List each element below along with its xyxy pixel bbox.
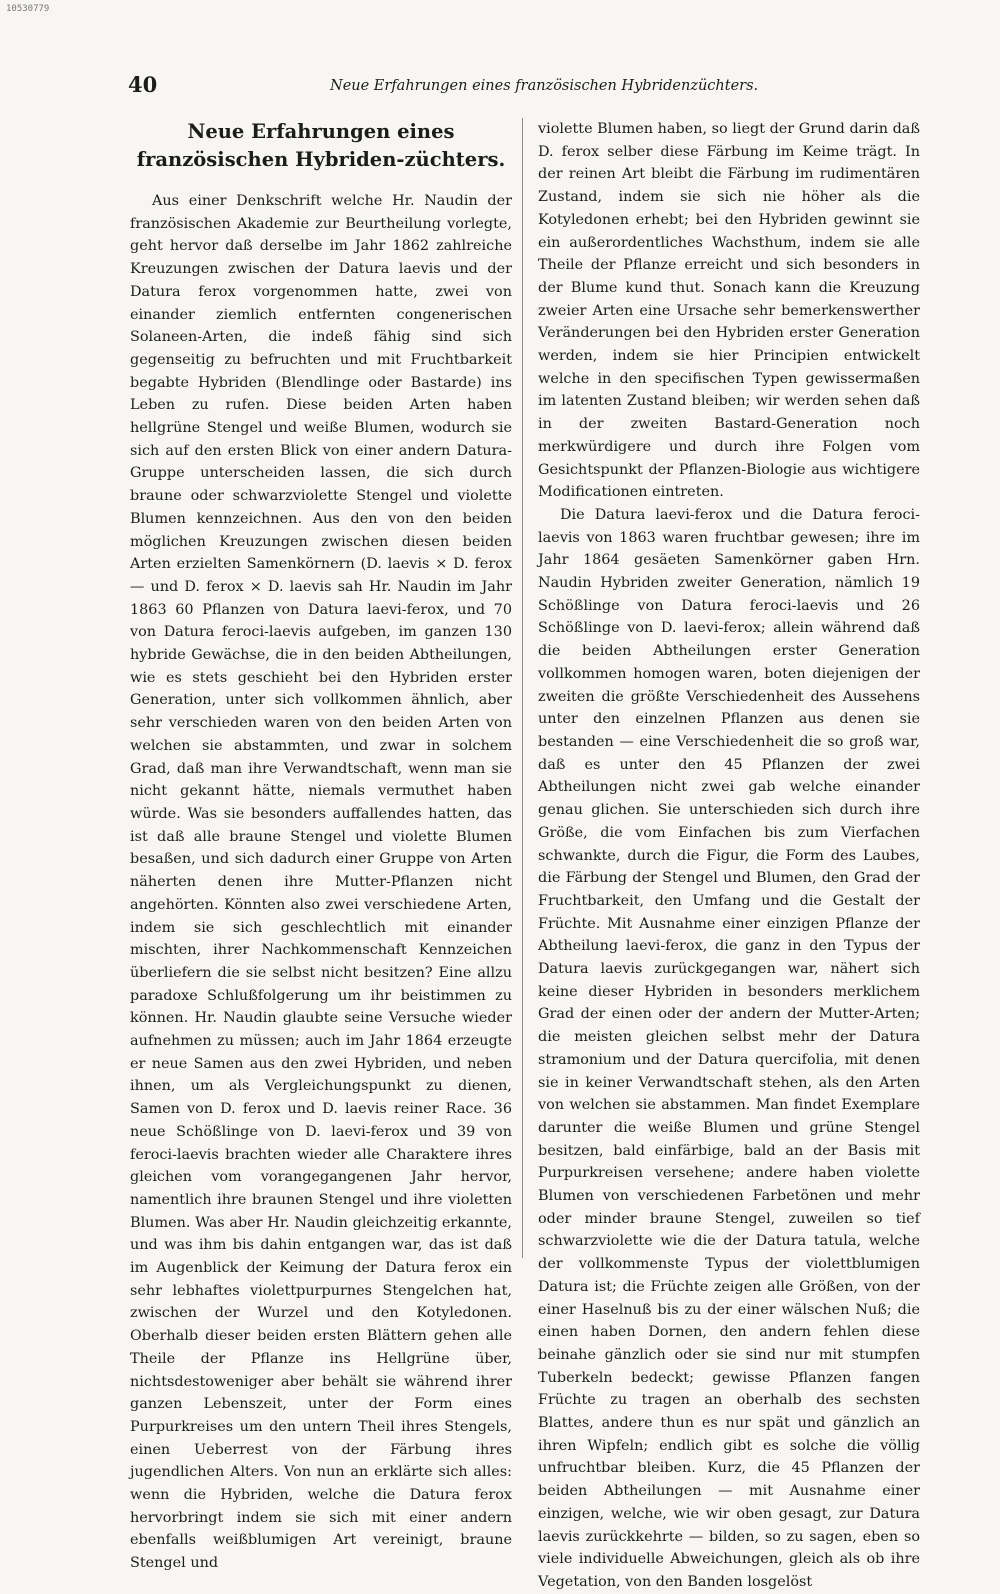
scan-id: 10530779 [6,4,50,14]
article-title: Neue Erfahrungen eines französischen Hybriden-züchters. [136,120,506,171]
right-paragraph: Die Datura laevi-ferox und die Datura feroci-laevis von 1863 waren fruchtbar gewesen; ihre im Jahr 1864 gesäeten Samenkörner gaben Hrn. Naudin Hybriden zweiter Generation, nämlich 19 Schößlinge von Datura feroci-laevis und 26 Schößlinge von D. laevi-ferox; allein während daß die beiden Abtheilungen erster Generation vollkommen homogen waren, boten diejenigen der zweiten die größte Verschiedenheit des Aussehens unter den einzelnen Pflanzen aus denen sie bestanden — eine Verschiedenheit die so groß war, daß es unter den 45 Pflanzen der zwei Abtheilungen nicht zwei gab welche einander genau glichen. Sie unterschieden sich durch ihre Größe, die vom Einfachen bis zum Vierfachen schwankte, durch die Figur, die Form des Laubes, die Färbung der Stengel und Blumen, den Grad der Fruchtbarkeit, den Umfang und die Gestalt der Früchte. Mit Ausnahme einer einzigen Pflanze der Abtheilung laevi-ferox, die ganz in den Typus der Datura laevis zurückgegangen war, nähert sich keine dieser Hybriden in besonders merklichem Grad der einen oder der andern der Mutter-Arten; die meisten gleichen selbst mehr der Datura stramonium und der Datura quercifolia, mit denen sie in keiner Verwandtschaft stehen, als den Arten von welchen sie abstammen. Man findet Exemplare darunter die weiße Blumen und grüne Stengel besitzen, bald einfärbige, bald an der Basis mit Purpurkreisen versehene; andere haben violette Blumen von verschiedenen Farbetönen und mehr oder minder braune Stengel, zuweilen so tief schwarzviolette wie die der Datura tatula, welche der vollkommenste Typus der violettblumigen Datura ist; die Früchte zeigen alle Größen, von der einer Haselnuß bis zu der einer wälschen Nuß; die einen haben Dornen, den andern fehlen diese beinahe gänzlich oder sie sind nur mit stumpfen Tuberkeln bedeckt; gewisse Pflanzen fangen Früchte zu tragen an oberhalb des sechsten Blattes, andere thun es nur spät und gänzlich an ihren Wipfeln; endlich gibt es solche die völlig unfruchtbar bleiben. Kurz, die 45 Pflanzen der beiden Abtheilungen — mit Ausnahme einer einzigen, welche, wie wir oben gesagt, zur Datura laevis zurückkehrte — bilden, so zu sagen, eben so viele individuelle Abweichungen, gleich als ob ihre Vegetation, von den Banden losgelöst [538,506,920,1590]
page-number: 40 [128,72,158,97]
right-paragraph-continuation: violette Blumen haben, so liegt der Grund darin daß D. ferox selber diese Färbung im Keime trägt. In der reinen Art bleibt die Färbung im rudimentären Zustand, indem sie sich nie höher als die Kotyledonen erhebt; bei den Hybriden gewinnt sie ein außerordentliches Wachsthum, indem sie alle Theile der Pflanze erreicht und sich besonders in der Blume kund thut. Sonach kann die Kreuzung zweier Arten eine Ursache sehr bemerkenswerther Veränderungen bei den Hybriden erster Generation werden, indem sie hier Principien entwickelt welche in den specifischen Typen gewissermaßen im latenten Zustand bleiben; wir werden sehen daß in der zweiten Bastard-Generation noch merkwürdigere und durch ihre Folgen vom Gesichtspunkt der Pflanzen-Biologie aus wichtigere Modificationen eintreten. [538,121,920,501]
left-paragraph: Aus einer Denkschrift welche Hr. Naudin der französischen Akademie zur Beurtheilung vorlegte, geht hervor daß derselbe im Jahr 1862 zahlreiche Kreuzungen zwischen der Datura laevis und der Datura ferox vorgenommen hatte, zwei von einander ziemlich entfernten congenerischen Solaneen-Arten, die indeß fähig sind sich gegenseitig zu befruchten und mit Fruchtbarkeit begabte Hybriden (Blendlinge oder Bastarde) ins Leben zu rufen. Diese beiden Arten haben hellgrüne Stengel und weiße Blumen, wodurch sie sich auf den ersten Blick von einer andern Datura-Gruppe unterscheiden lassen, die sich durch braune oder schwarzviolette Stengel und violette Blumen kennzeichnen. Aus den von den beiden möglichen Kreuzungen zwischen diesen beiden Arten erzielten Samenkörnern (D. laevis × D. ferox — und D. ferox × D. laevis sah Hr. Naudin im Jahr 1863 60 Pflanzen von Datura laevi-ferox, und 70 von Datura feroci-laevis aufgeben, im ganzen 130 hybride Gewächse, die in den beiden Abtheilungen, wie es stets geschieht bei den Hybriden erster Generation, unter sich vollkommen ähnlich, aber sehr verschieden waren von den beiden Arten von welchen sie abstammten, und zwar in solchem Grad, daß man ihre Verwandtschaft, wenn man sie nicht gekannt hätte, niemals vermuthet haben würde. Was sie besonders auffallendes hatten, das ist daß alle braune Stengel und violette Blumen besaßen, und sich dadurch einer Gruppe von Arten näherten denen ihre Mutter-Pflanzen nicht angehörten. Könnten also zwei verschiedene Arten, indem sie sich geschlechtlich mit einander mischten, ihrer Nachkommenschaft Kennzeichen überliefern die sie selbst nicht besitzen? Eine allzu paradoxe Schlußfolgerung um ihr beistimmen zu können. Hr. Naudin glaubte seine Versuche wieder aufnehmen zu müssen; auch im Jahr 1864 erzeugte er neue Samen aus den zwei Hybriden, und neben ihnen, um als Vergleichungspunkt zu dienen, Samen von D. ferox und D. laevis reiner Race. 36 neue Schößlinge von D. laevi-ferox und 39 von feroci-laevis brachten wieder alle Charaktere ihres gleichen vom vorangegangenen Jahr hervor, namentlich ihre braunen Stengel und ihre violetten Blumen. Was aber Hr. Naudin gleichzeitig erkannte, und was ihm bis dahin entgangen war, das ist daß im Augenblick der Keimung der Datura ferox ein sehr lebhaftes violettpurpurnes Stengelchen hat, zwischen der Wurzel und den Kotyledonen. Oberhalb dieser beiden ersten Blättern gehen alle Theile der Pflanze ins Hellgrüne über, nichtsdestoweniger aber behält sie während ihrer ganzen Lebenszeit, unter der Form eines Purpurkreises um den untern Theil ihres Stengels, einen Ueberrest von der Färbung ihres jugendlichen Alters. Von nun an erklärte sich alles: wenn die Hybriden, welche die Datura ferox hervorbringt indem sie sich mit einer andern ebenfalls weißblumigen Art vereinigt, braune Stengel und [130,193,512,1572]
right-column [538,118,920,1594]
column-divider [522,118,523,1258]
left-column [130,118,512,1575]
running-head: Neue Erfahrungen eines französischen Hybridenzüchters. [330,78,759,94]
